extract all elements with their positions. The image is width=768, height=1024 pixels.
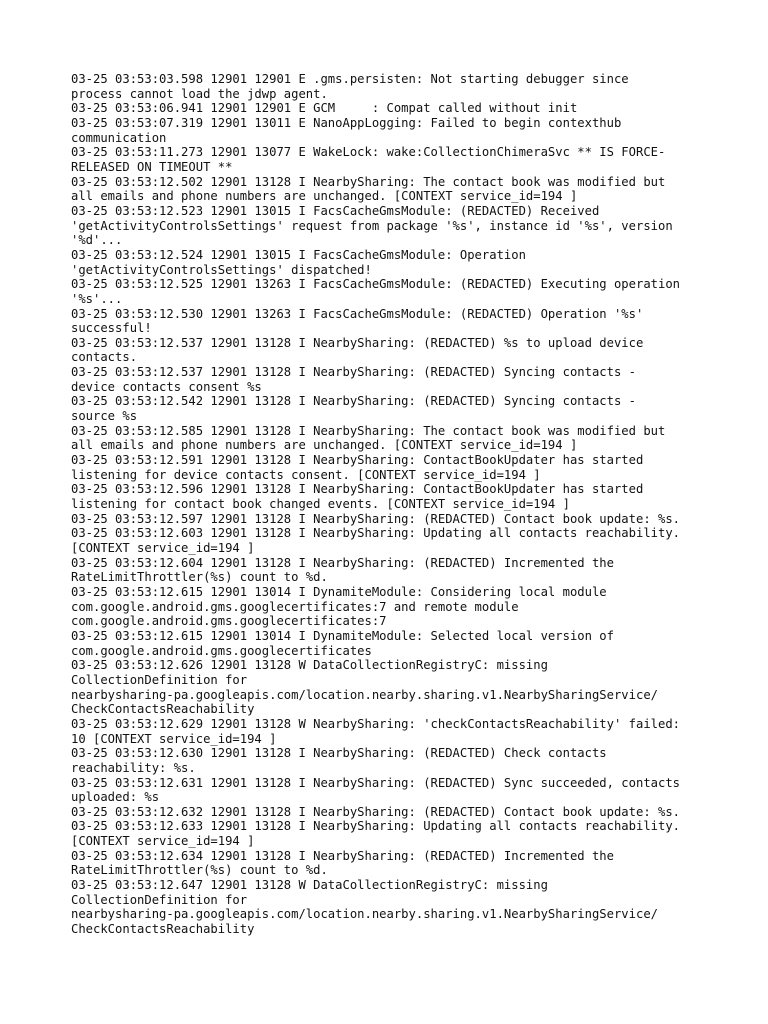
log-line: source %s — [71, 409, 138, 424]
log-line: 03-25 03:53:12.626 12901 13128 W DataCollectionRegistryC: missing — [71, 658, 548, 673]
log-line: [CONTEXT service_id=194 ] — [71, 541, 255, 555]
log-line: 03-25 03:53:12.597 12901 13128 I NearbySharing: (REDACTED) Contact book update: %s. — [71, 511, 681, 526]
log-line: CollectionDefinition for — [71, 892, 248, 907]
log-line: 03-25 03:53:06.941 12901 12901 E GCM : Compat called without init — [71, 101, 578, 116]
log-line: 03-25 03:53:12.530 12901 13263 I FacsCacheGmsModule: (REDACTED) Operation '%s' — [71, 306, 644, 321]
log-line: all emails and phone numbers are unchanged. [CONTEXT service_id=194 ] — [71, 438, 578, 453]
log-line: 03-25 03:53:12.537 12901 13128 I NearbySharing: (REDACTED) Syncing contacts - — [71, 365, 636, 380]
log-line: 03-25 03:53:12.631 12901 13128 I NearbySharing: (REDACTED) Sync succeeded, contacts — [71, 775, 681, 790]
log-line: 03-25 03:53:12.524 12901 13015 I FacsCacheGmsModule: Operation — [71, 247, 526, 262]
log-line: 03-25 03:53:12.537 12901 13128 I NearbySharing: (REDACTED) %s to upload device — [71, 335, 644, 350]
log-line: communication — [71, 130, 167, 145]
log-line: 03-25 03:53:12.542 12901 13128 I NearbySharing: (REDACTED) Syncing contacts - — [71, 394, 636, 409]
log-line: CheckContactsReachability — [71, 702, 255, 717]
log-line: RELEASED ON TIMEOUT ** — [71, 159, 233, 174]
log-line: 03-25 03:53:12.525 12901 13263 I FacsCacheGmsModule: (REDACTED) Executing operation — [71, 277, 681, 292]
log-line: '%s'... — [71, 291, 123, 306]
log-line: nearbysharing-pa.googleapis.com/location.nearby.sharing.v1.NearbySharingService/ — [71, 907, 658, 922]
log-line: 03-25 03:53:12.502 12901 13128 I NearbySharing: The contact book was modified but — [71, 174, 666, 189]
log-line: 03-25 03:53:12.604 12901 13128 I NearbySharing: (REDACTED) Incremented the — [71, 555, 614, 570]
log-line: 'getActivityControlsSettings' request from package '%s', instance id '%s', version — [71, 218, 673, 233]
log-line: 03-25 03:53:12.633 12901 13128 I NearbySharing: Updating all contacts reachability. — [71, 819, 681, 834]
log-line: uploaded: %s — [71, 790, 160, 805]
log-line: 03-25 03:53:12.630 12901 13128 I NearbySharing: (REDACTED) Check contacts — [71, 746, 607, 761]
log-line: com.google.android.gms.googlecertificates:7 and remote module — [71, 599, 519, 614]
log-line: 03-25 03:53:11.273 12901 13077 E WakeLock: wake:CollectionChimeraSvc ** IS FORCE- — [71, 145, 666, 160]
log-line: 03-25 03:53:12.585 12901 13128 I NearbySharing: The contact book was modified but — [71, 423, 666, 438]
log-line: 03-25 03:53:07.319 12901 13011 E NanoAppLogging: Failed to begin contexthub — [71, 115, 622, 130]
log-line: RateLimitThrottler(%s) count to %d. — [71, 863, 328, 878]
log-line: reachability: %s. — [71, 760, 196, 775]
log-line: com.google.android.gms.googlecertificates — [71, 643, 372, 658]
log-line: 03-25 03:53:12.634 12901 13128 I NearbySharing: (REDACTED) Incremented the — [71, 848, 614, 863]
log-line: listening for device contacts consent. [CONTEXT service_id=194 ] — [71, 467, 541, 482]
log-line: com.google.android.gms.googlecertificates:7 — [71, 614, 387, 629]
log-line: 03-25 03:53:12.647 12901 13128 W DataCollectionRegistryC: missing — [71, 878, 548, 893]
log-line: 03-25 03:53:03.598 12901 12901 E .gms.persisten: Not starting debugger since — [71, 72, 629, 86]
log-line: 03-25 03:53:12.591 12901 13128 I NearbySharing: ContactBookUpdater has started — [71, 453, 644, 468]
log-line: all emails and phone numbers are unchanged. [CONTEXT service_id=194 ] — [71, 189, 578, 204]
log-line: nearbysharing-pa.googleapis.com/location.nearby.sharing.v1.NearbySharingService/ — [71, 687, 658, 702]
log-line: 03-25 03:53:12.632 12901 13128 I NearbySharing: (REDACTED) Contact book update: %s. — [71, 804, 681, 819]
log-line: listening for contact book changed events. [CONTEXT service_id=194 ] — [71, 497, 570, 512]
log-line: '%d'... — [71, 233, 123, 248]
log-document — [71, 72, 711, 937]
log-line: 'getActivityControlsSettings' dispatched! — [71, 262, 372, 277]
log-line: [CONTEXT service_id=194 ] — [71, 834, 255, 849]
log-line: 03-25 03:53:12.615 12901 13014 I DynamiteModule: Selected local version of — [71, 628, 614, 643]
log-line: contacts. — [71, 350, 138, 365]
log-line: CheckContactsReachability — [71, 922, 255, 937]
log-line: 03-25 03:53:12.615 12901 13014 I DynamiteModule: Considering local module — [71, 584, 607, 599]
log-line: 03-25 03:53:12.629 12901 13128 W NearbySharing: 'checkContactsReachability' failed: — [71, 716, 681, 731]
log-line: CollectionDefinition for — [71, 672, 248, 687]
log-line: device contacts consent %s — [71, 379, 262, 394]
log-line: 03-25 03:53:12.523 12901 13015 I FacsCacheGmsModule: (REDACTED) Received — [71, 203, 600, 218]
log-line: RateLimitThrottler(%s) count to %d. — [71, 570, 328, 585]
log-line: 03-25 03:53:12.603 12901 13128 I NearbySharing: Updating all contacts reachability. — [71, 526, 681, 541]
log-line: successful! — [71, 321, 152, 336]
log-line: process cannot load the jdwp agent. — [71, 86, 328, 101]
log-line: 03-25 03:53:12.596 12901 13128 I NearbySharing: ContactBookUpdater has started — [71, 482, 644, 497]
log-line: 10 [CONTEXT service_id=194 ] — [71, 731, 277, 746]
